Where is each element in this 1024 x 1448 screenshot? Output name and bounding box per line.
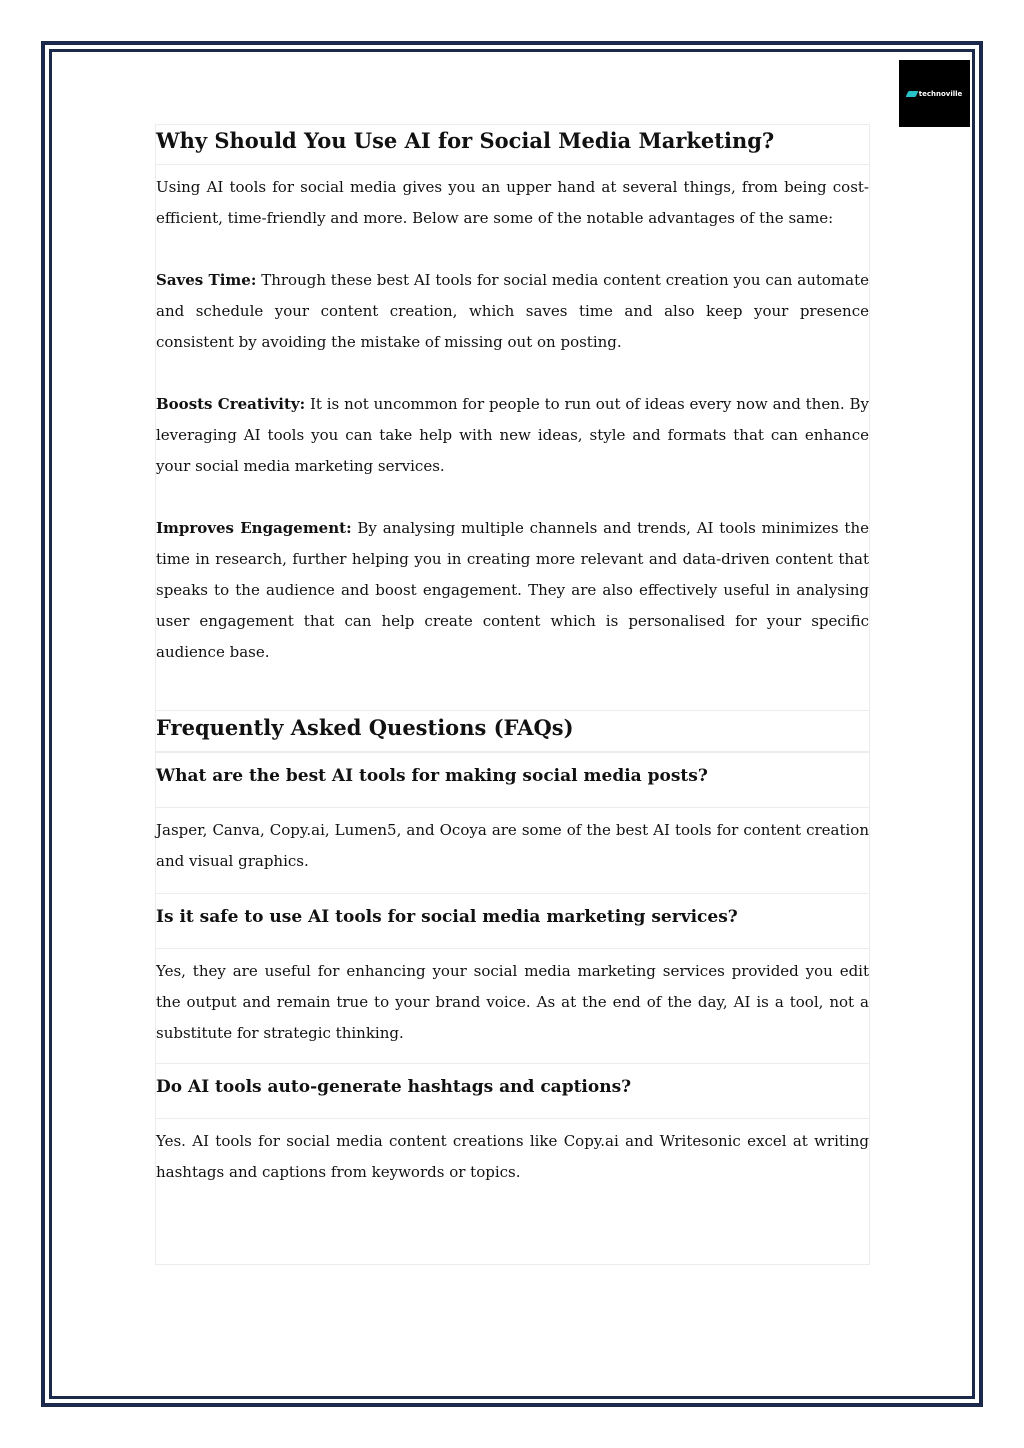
logo-text: technoville <box>918 89 963 98</box>
section-title: Why Should You Use AI for Social Media Marketing? <box>156 128 775 153</box>
faq-answer: Jasper, Canva, Copy.ai, Lumen5, and Ocoya are some of the best AI tools for content creation and visual graphics. <box>156 821 869 870</box>
benefit-paragraph <box>156 265 869 358</box>
faq-question-row <box>156 752 869 808</box>
benefit-paragraph <box>156 513 869 668</box>
benefit-label: Improves Engagement: <box>156 519 352 537</box>
logo-mark-icon <box>905 91 918 97</box>
benefit-text: Through these best AI tools for social media content creation you can automate and schedule your content creation, which saves time and also keep your presence consistent by avoiding the mistake of missing out on posting. <box>156 271 869 351</box>
section-heading-row <box>156 124 869 165</box>
benefit-boosts-creativity <box>156 358 869 482</box>
faq-answer: Yes, they are useful for enhancing your social media marketing services provided you edit the output and remain true to your brand voice. As at the end of the day, AI is a tool, not a substitute for strategic thinking. <box>156 962 869 1042</box>
faq-answer-block <box>156 808 869 893</box>
faq-answer-block <box>156 1119 869 1264</box>
faq-heading-row <box>156 710 869 752</box>
intro-paragraph: Using AI tools for social media gives you an upper hand at several things, from being cost-efficient, time-friendly and more. Below are some of the notable advantages of the same: <box>156 178 869 227</box>
article-content <box>155 124 870 1265</box>
faq-question: Is it safe to use AI tools for social media marketing services? <box>156 907 738 927</box>
technoville-logo <box>899 60 970 127</box>
faq-title: Frequently Asked Questions (FAQs) <box>156 715 574 740</box>
faq-question-row <box>156 1063 869 1119</box>
benefit-paragraph <box>156 389 869 482</box>
faq-answer-block <box>156 949 869 1063</box>
benefit-saves-time <box>156 234 869 358</box>
benefit-label: Saves Time: <box>156 271 257 289</box>
faq-question: Do AI tools auto-generate hashtags and captions? <box>156 1077 632 1097</box>
benefit-text: It is not uncommon for people to run out of ideas every now and then. By leveraging AI tools you can take help with new ideas, style and formats that can enhance your social media marketing services. <box>156 395 869 475</box>
benefit-text: By analysing multiple channels and trends, AI tools minimizes the time in research, further helping you in creating more relevant and data-driven content that speaks to the audience and boost engagement. They are also effectively useful in analysing user engagement that can help create content which is personalised for your specific audience base. <box>156 519 869 661</box>
benefit-improves-engagement <box>156 482 869 710</box>
benefit-label: Boosts Creativity: <box>156 395 306 413</box>
intro-block <box>156 165 869 234</box>
faq-question-row <box>156 893 869 949</box>
faq-question: What are the best AI tools for making social media posts? <box>156 766 708 786</box>
faq-answer: Yes. AI tools for social media content creations like Copy.ai and Writesonic excel at writing hashtags and captions from keywords or topics. <box>156 1132 869 1181</box>
